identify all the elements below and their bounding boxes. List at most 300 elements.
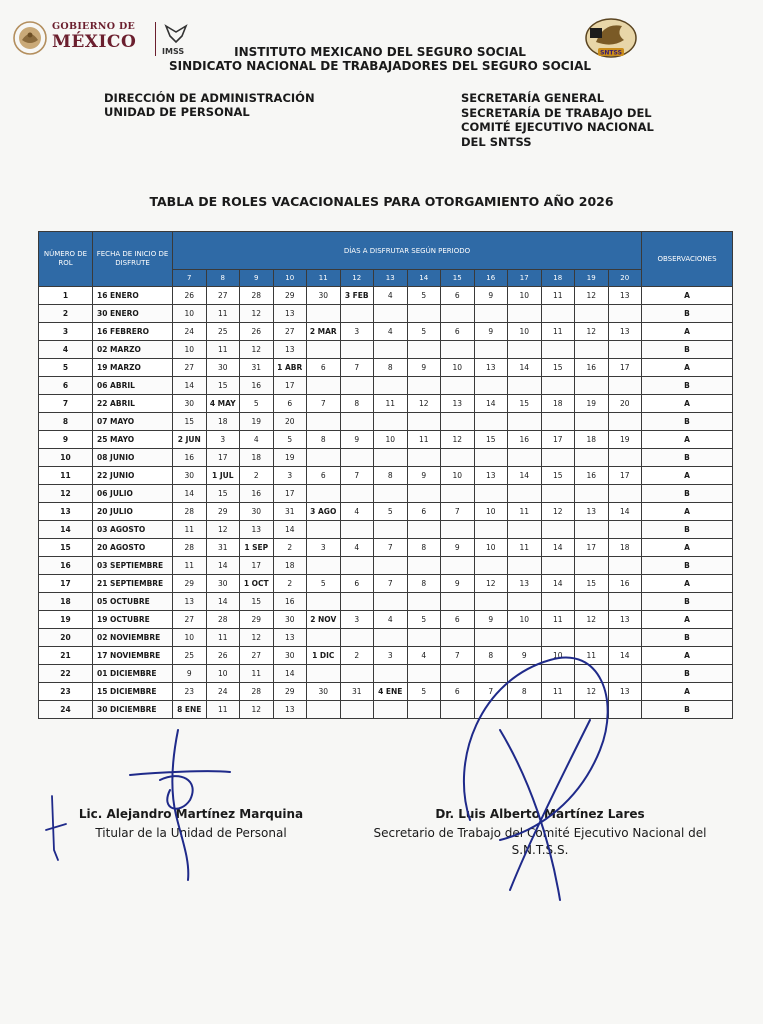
day-cell: 30: [307, 683, 341, 701]
day-cell: 14: [508, 467, 542, 485]
day-cell: 4: [374, 611, 408, 629]
day-cell: 11: [407, 431, 441, 449]
left-signer-role: Titular de la Unidad de Personal: [95, 826, 287, 840]
day-cell: [374, 305, 408, 323]
period-header-14: 14: [407, 270, 441, 287]
day-cell: 14: [206, 557, 240, 575]
day-cell: 17: [541, 431, 575, 449]
table-row: [39, 359, 733, 377]
day-cell: 6: [441, 287, 475, 305]
day-cell: 15: [575, 575, 609, 593]
day-cell: 8: [374, 359, 408, 377]
day-cell: [340, 341, 374, 359]
start-date-cell: 02 MARZO: [93, 341, 173, 359]
day-cell: 28: [240, 683, 274, 701]
day-cell: 2: [240, 467, 274, 485]
role-number-cell: 22: [39, 665, 93, 683]
day-cell: 11: [206, 341, 240, 359]
table-row: [39, 431, 733, 449]
day-cell: 29: [173, 575, 207, 593]
day-cell: 11: [206, 701, 240, 719]
observation-cell: B: [642, 449, 733, 467]
day-cell: 8: [374, 467, 408, 485]
start-date-cell: 16 FEBRERO: [93, 323, 173, 341]
day-cell: 9: [407, 359, 441, 377]
role-number-cell: 12: [39, 485, 93, 503]
role-number-cell: 5: [39, 359, 93, 377]
day-cell: 6: [441, 323, 475, 341]
day-cell: 11: [173, 521, 207, 539]
right-role-line2: S.N.T.S.S.: [511, 843, 569, 857]
day-cell: 28: [173, 503, 207, 521]
observation-cell: A: [642, 575, 733, 593]
day-cell: 8: [340, 395, 374, 413]
day-cell: [407, 305, 441, 323]
day-cell: [340, 521, 374, 539]
table-title: TABLA DE ROLES VACACIONALES PARA OTORGAMIENTO AÑO 2026: [149, 194, 614, 209]
day-cell: 20: [608, 395, 642, 413]
sntss-label: SNTSS: [600, 49, 622, 57]
period-header-18: 18: [541, 270, 575, 287]
day-cell: 3 FEB: [340, 287, 374, 305]
day-cell: [608, 413, 642, 431]
day-cell: 11: [541, 323, 575, 341]
day-cell: 17: [273, 377, 307, 395]
institution-heading: [120, 45, 640, 73]
day-cell: [575, 629, 609, 647]
day-cell: 14: [541, 539, 575, 557]
administration-heading: [104, 91, 315, 119]
day-cell: [407, 557, 441, 575]
day-cell: [441, 593, 475, 611]
day-cell: [508, 665, 542, 683]
table-row: [39, 521, 733, 539]
day-cell: 15: [206, 377, 240, 395]
day-cell: 27: [273, 323, 307, 341]
left-line2: UNIDAD DE PERSONAL: [104, 105, 250, 119]
day-cell: [575, 377, 609, 395]
observation-cell: B: [642, 341, 733, 359]
role-number-cell: 11: [39, 467, 93, 485]
day-cell: [407, 449, 441, 467]
observation-cell: A: [642, 395, 733, 413]
day-cell: 13: [240, 521, 274, 539]
day-cell: 10: [508, 323, 542, 341]
day-cell: 7: [374, 539, 408, 557]
day-cell: 6: [407, 503, 441, 521]
day-cell: 2 NOV: [307, 611, 341, 629]
observation-cell: A: [642, 683, 733, 701]
day-cell: [441, 449, 475, 467]
role-number-cell: 2: [39, 305, 93, 323]
day-cell: [441, 341, 475, 359]
day-cell: 7: [340, 359, 374, 377]
day-cell: 5: [407, 611, 441, 629]
day-cell: 5: [407, 287, 441, 305]
day-cell: [541, 665, 575, 683]
day-cell: [575, 485, 609, 503]
day-cell: 9: [508, 647, 542, 665]
day-cell: [441, 521, 475, 539]
day-cell: [608, 629, 642, 647]
day-cell: [407, 521, 441, 539]
day-cell: [608, 341, 642, 359]
day-cell: 11: [508, 539, 542, 557]
day-cell: [407, 413, 441, 431]
role-number-cell: 19: [39, 611, 93, 629]
day-cell: 29: [206, 503, 240, 521]
day-cell: 3 AGO: [307, 503, 341, 521]
table-row: [39, 557, 733, 575]
day-cell: [307, 557, 341, 575]
day-cell: 30: [173, 467, 207, 485]
day-cell: 9: [407, 467, 441, 485]
observation-cell: A: [642, 431, 733, 449]
day-cell: 13: [441, 395, 475, 413]
day-cell: [474, 629, 508, 647]
day-cell: 2 MAR: [307, 323, 341, 341]
day-cell: [575, 449, 609, 467]
day-cell: 18: [608, 539, 642, 557]
day-cell: 12: [407, 395, 441, 413]
table-row: [39, 395, 733, 413]
day-cell: 13: [474, 467, 508, 485]
day-cell: 14: [173, 377, 207, 395]
role-number-cell: 16: [39, 557, 93, 575]
start-date-cell: 19 OCTUBRE: [93, 611, 173, 629]
table-row: [39, 647, 733, 665]
period-header-9: 9: [240, 270, 274, 287]
day-cell: 11: [206, 305, 240, 323]
day-cell: 24: [206, 683, 240, 701]
day-cell: 5: [307, 575, 341, 593]
observation-cell: A: [642, 287, 733, 305]
day-cell: [474, 485, 508, 503]
day-cell: 4: [407, 647, 441, 665]
day-cell: 20: [273, 413, 307, 431]
start-date-cell: 06 JULIO: [93, 485, 173, 503]
day-cell: 30: [206, 575, 240, 593]
observation-cell: A: [642, 647, 733, 665]
day-cell: [340, 485, 374, 503]
table-row: [39, 683, 733, 701]
day-cell: [340, 557, 374, 575]
day-cell: 30: [240, 503, 274, 521]
day-cell: 26: [206, 647, 240, 665]
role-number-cell: 4: [39, 341, 93, 359]
day-cell: 13: [608, 287, 642, 305]
day-cell: [575, 701, 609, 719]
day-cell: [307, 593, 341, 611]
day-cell: [541, 413, 575, 431]
day-cell: 25: [173, 647, 207, 665]
day-cell: [307, 377, 341, 395]
observation-cell: B: [642, 593, 733, 611]
day-cell: [508, 557, 542, 575]
day-cell: [508, 485, 542, 503]
day-cell: 27: [173, 359, 207, 377]
day-cell: 28: [206, 611, 240, 629]
day-cell: 12: [240, 629, 274, 647]
day-cell: 8: [407, 575, 441, 593]
day-cell: 11: [541, 287, 575, 305]
start-date-cell: 03 AGOSTO: [93, 521, 173, 539]
day-cell: 7: [441, 647, 475, 665]
day-cell: 24: [173, 323, 207, 341]
role-number-cell: 7: [39, 395, 93, 413]
day-cell: 9: [441, 575, 475, 593]
role-number-cell: 14: [39, 521, 93, 539]
day-cell: [340, 593, 374, 611]
start-date-cell: 01 DICIEMBRE: [93, 665, 173, 683]
start-date-cell: 08 JUNIO: [93, 449, 173, 467]
table-row: [39, 503, 733, 521]
day-cell: 8: [407, 539, 441, 557]
header-role-number: NÚMERO DE ROL: [39, 232, 93, 287]
right-signature-block: [350, 807, 730, 859]
day-cell: [340, 449, 374, 467]
role-number-cell: 13: [39, 503, 93, 521]
day-cell: [374, 449, 408, 467]
day-cell: [474, 341, 508, 359]
day-cell: [541, 449, 575, 467]
day-cell: 13: [608, 611, 642, 629]
day-cell: 10: [173, 305, 207, 323]
day-cell: 4 MAY: [206, 395, 240, 413]
day-cell: [441, 557, 475, 575]
table-row: [39, 287, 733, 305]
day-cell: 10: [173, 341, 207, 359]
day-cell: [407, 377, 441, 395]
table-row: [39, 629, 733, 647]
observation-cell: A: [642, 611, 733, 629]
day-cell: 14: [273, 665, 307, 683]
day-cell: [441, 377, 475, 395]
day-cell: [541, 485, 575, 503]
day-cell: [608, 521, 642, 539]
day-cell: [541, 377, 575, 395]
day-cell: 9: [340, 431, 374, 449]
day-cell: 3: [273, 467, 307, 485]
observation-cell: B: [642, 557, 733, 575]
day-cell: [340, 377, 374, 395]
day-cell: 6: [307, 359, 341, 377]
day-cell: [608, 593, 642, 611]
left-signer-name: Lic. Alejandro Martínez Marquina: [78, 807, 304, 821]
day-cell: 13: [608, 683, 642, 701]
start-date-cell: 17 NOVIEMBRE: [93, 647, 173, 665]
day-cell: 6: [441, 683, 475, 701]
day-cell: [407, 341, 441, 359]
observation-cell: A: [642, 467, 733, 485]
role-number-cell: 24: [39, 701, 93, 719]
day-cell: 15: [541, 467, 575, 485]
observation-cell: B: [642, 521, 733, 539]
day-cell: 27: [206, 287, 240, 305]
day-cell: [374, 377, 408, 395]
day-cell: 13: [273, 305, 307, 323]
day-cell: 11: [374, 395, 408, 413]
role-number-cell: 15: [39, 539, 93, 557]
day-cell: [307, 485, 341, 503]
period-header-16: 16: [474, 270, 508, 287]
day-cell: [407, 485, 441, 503]
day-cell: 8: [508, 683, 542, 701]
day-cell: [508, 305, 542, 323]
table-row: [39, 665, 733, 683]
observation-cell: B: [642, 413, 733, 431]
day-cell: [608, 377, 642, 395]
start-date-cell: 02 NOVIEMBRE: [93, 629, 173, 647]
table-row: [39, 413, 733, 431]
roles-table-body: [39, 287, 733, 719]
day-cell: [407, 665, 441, 683]
day-cell: 18: [240, 449, 274, 467]
day-cell: 5: [374, 503, 408, 521]
start-date-cell: 15 DICIEMBRE: [93, 683, 173, 701]
day-cell: [541, 593, 575, 611]
day-cell: [307, 305, 341, 323]
day-cell: [441, 629, 475, 647]
day-cell: 30: [173, 395, 207, 413]
day-cell: 13: [608, 323, 642, 341]
day-cell: 15: [474, 431, 508, 449]
day-cell: 14: [273, 521, 307, 539]
day-cell: [340, 701, 374, 719]
day-cell: 5: [273, 431, 307, 449]
day-cell: 10: [508, 287, 542, 305]
day-cell: [541, 305, 575, 323]
day-cell: 18: [273, 557, 307, 575]
day-cell: [307, 701, 341, 719]
role-number-cell: 8: [39, 413, 93, 431]
day-cell: 14: [173, 485, 207, 503]
day-cell: 13: [474, 359, 508, 377]
table-row: [39, 701, 733, 719]
day-cell: 15: [508, 395, 542, 413]
day-cell: [474, 701, 508, 719]
day-cell: 6: [441, 611, 475, 629]
day-cell: [307, 341, 341, 359]
day-cell: 30: [307, 287, 341, 305]
role-number-cell: 18: [39, 593, 93, 611]
right-line2: SECRETARÍA DE TRABAJO DEL: [461, 105, 652, 120]
role-number-cell: 10: [39, 449, 93, 467]
day-cell: 15: [541, 359, 575, 377]
union-name: SINDICATO NACIONAL DE TRABAJADORES DEL SEGURO SOCIAL: [169, 59, 591, 73]
day-cell: 31: [273, 503, 307, 521]
mexico-seal-icon: [12, 20, 48, 56]
day-cell: [374, 593, 408, 611]
imss-eagle-icon: [162, 22, 190, 46]
role-number-cell: 21: [39, 647, 93, 665]
day-cell: 15: [173, 413, 207, 431]
day-cell: 27: [173, 611, 207, 629]
day-cell: [407, 629, 441, 647]
day-cell: 3: [340, 611, 374, 629]
day-cell: 8: [474, 647, 508, 665]
table-row: [39, 377, 733, 395]
day-cell: 28: [240, 287, 274, 305]
day-cell: 2: [273, 539, 307, 557]
role-number-cell: 1: [39, 287, 93, 305]
start-date-cell: 20 AGOSTO: [93, 539, 173, 557]
day-cell: 8 ENE: [173, 701, 207, 719]
role-number-cell: 9: [39, 431, 93, 449]
day-cell: 12: [441, 431, 475, 449]
table-row: [39, 485, 733, 503]
day-cell: 7: [374, 575, 408, 593]
start-date-cell: 05 OCTUBRE: [93, 593, 173, 611]
day-cell: 31: [240, 359, 274, 377]
start-date-cell: 21 SEPTIEMBRE: [93, 575, 173, 593]
day-cell: 11: [206, 629, 240, 647]
day-cell: 25: [206, 323, 240, 341]
day-cell: 10: [474, 503, 508, 521]
day-cell: 31: [206, 539, 240, 557]
day-cell: 1 DIC: [307, 647, 341, 665]
observation-cell: B: [642, 701, 733, 719]
day-cell: 29: [240, 611, 274, 629]
day-cell: [307, 629, 341, 647]
imss-label: IMSS: [162, 47, 185, 56]
day-cell: [508, 377, 542, 395]
day-cell: 18: [206, 413, 240, 431]
day-cell: 4 ENE: [374, 683, 408, 701]
day-cell: [374, 629, 408, 647]
secretariat-heading: [461, 91, 654, 149]
period-header-13: 13: [374, 270, 408, 287]
day-cell: [474, 449, 508, 467]
day-cell: 18: [575, 431, 609, 449]
period-header-20: 20: [608, 270, 642, 287]
day-cell: [340, 665, 374, 683]
table-row: [39, 323, 733, 341]
day-cell: 14: [608, 647, 642, 665]
day-cell: 2: [340, 647, 374, 665]
period-header-15: 15: [441, 270, 475, 287]
day-cell: [374, 701, 408, 719]
day-cell: 10: [474, 539, 508, 557]
day-cell: [541, 341, 575, 359]
day-cell: 7: [474, 683, 508, 701]
day-cell: 13: [273, 629, 307, 647]
table-row: [39, 305, 733, 323]
day-cell: 6: [307, 467, 341, 485]
day-cell: [575, 305, 609, 323]
day-cell: 19: [240, 413, 274, 431]
day-cell: 12: [541, 503, 575, 521]
day-cell: 10: [374, 431, 408, 449]
day-cell: [575, 521, 609, 539]
day-cell: 26: [240, 323, 274, 341]
day-cell: 19: [273, 449, 307, 467]
day-cell: [508, 449, 542, 467]
day-cell: 11: [541, 611, 575, 629]
observation-cell: A: [642, 323, 733, 341]
day-cell: [441, 701, 475, 719]
day-cell: 11: [173, 557, 207, 575]
day-cell: 26: [173, 287, 207, 305]
day-cell: [575, 557, 609, 575]
day-cell: 4: [374, 287, 408, 305]
period-header-11: 11: [307, 270, 341, 287]
day-cell: [474, 377, 508, 395]
day-cell: [441, 305, 475, 323]
day-cell: 1 OCT: [240, 575, 274, 593]
start-date-cell: 30 DICIEMBRE: [93, 701, 173, 719]
day-cell: 13: [273, 341, 307, 359]
